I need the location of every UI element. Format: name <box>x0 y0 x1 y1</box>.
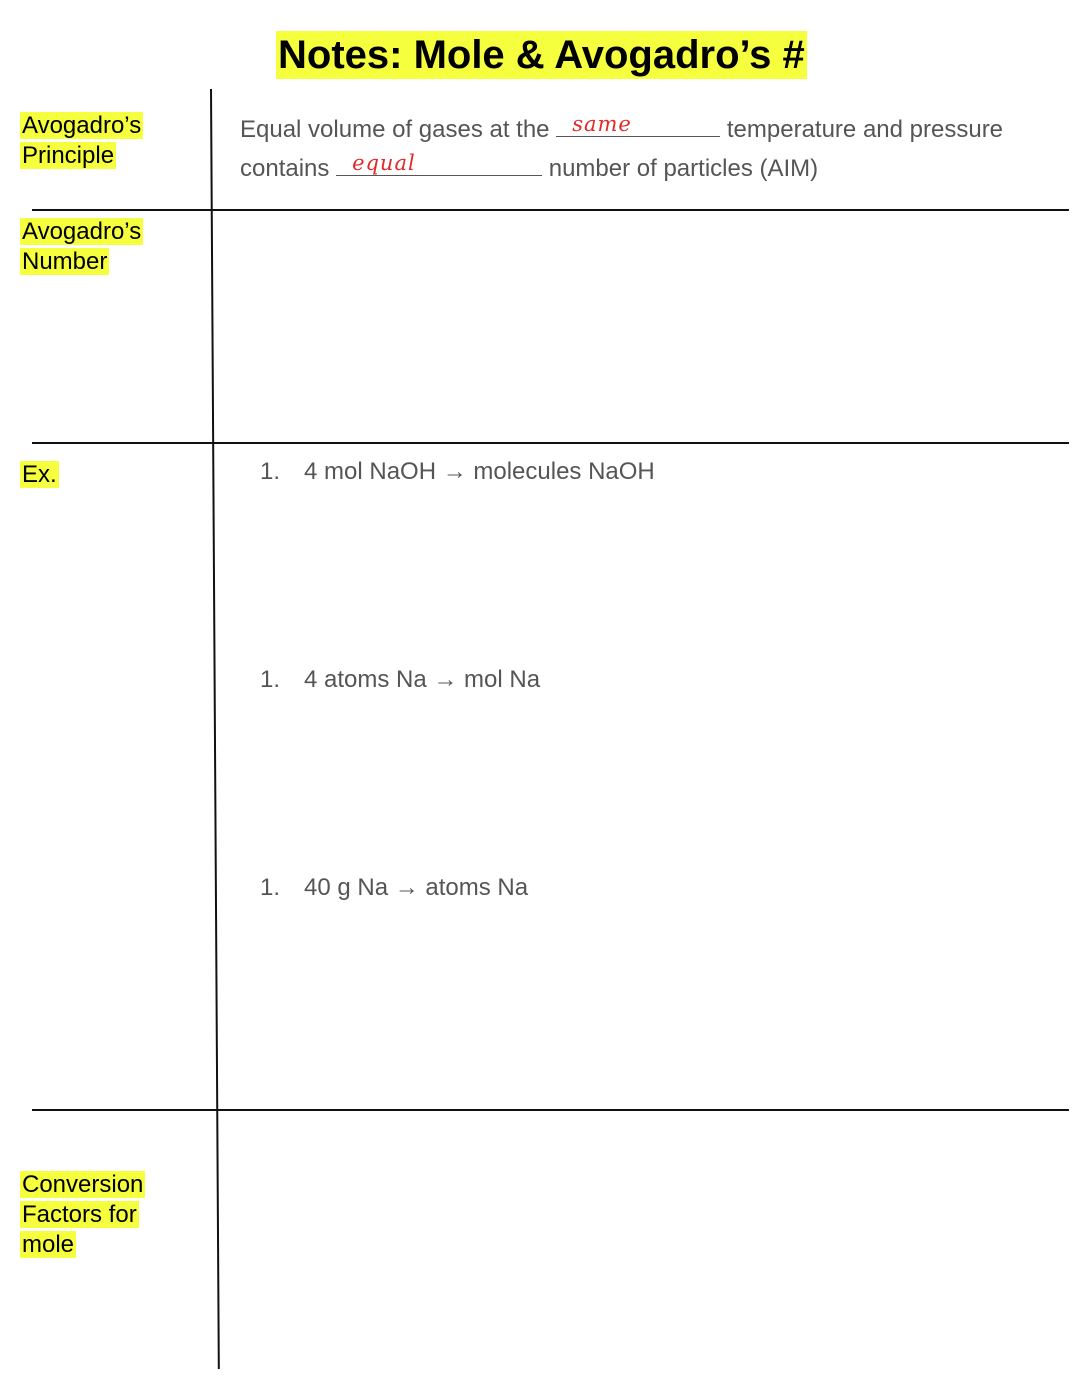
label-avogadros-principle <box>20 111 160 171</box>
vertical-divider <box>210 89 220 1369</box>
principle-line-2 <box>240 153 818 184</box>
principle-line-1 <box>240 114 1003 145</box>
label-conversion-factors-text: Conversion Factors for mole <box>22 1171 144 1258</box>
label-avogadros-number-text: Avogadro’s Number <box>22 218 142 275</box>
principle-text-4: number of particles (AIM) <box>548 155 819 182</box>
blank-same[interactable] <box>556 114 720 137</box>
label-examples <box>20 460 160 490</box>
handwritten-answer-same: same <box>572 112 632 136</box>
principle-text-1: Equal volume of gases at the <box>240 116 550 143</box>
label-avogadros-number <box>20 217 160 277</box>
example-number: 1. <box>260 458 281 485</box>
row-divider-2 <box>32 442 1069 444</box>
page-title: Notes: Mole & Avogadro’s # <box>278 33 805 77</box>
example-text: 4 mol NaOH → molecules NaOH <box>304 458 655 485</box>
example-text: 40 g Na → atoms Na <box>304 874 529 901</box>
row-divider-1 <box>32 209 1069 211</box>
example-text: 4 atoms Na → mol Na <box>304 666 541 693</box>
row-divider-3 <box>32 1109 1069 1111</box>
label-examples-text: Ex. <box>22 461 57 488</box>
label-conversion-factors <box>20 1170 155 1260</box>
label-avogadros-principle-text: Avogadro’s Principle <box>22 112 142 169</box>
example-number: 1. <box>260 874 281 901</box>
handwritten-answer-equal: equal <box>352 151 416 175</box>
principle-text-3: contains <box>240 155 330 182</box>
example-number: 1. <box>260 666 281 693</box>
example-item-1 <box>260 457 655 487</box>
principle-text-2: temperature and pressure <box>726 116 1004 143</box>
example-item-3 <box>260 873 528 903</box>
example-item-2 <box>260 665 540 695</box>
blank-equal[interactable] <box>336 153 542 176</box>
